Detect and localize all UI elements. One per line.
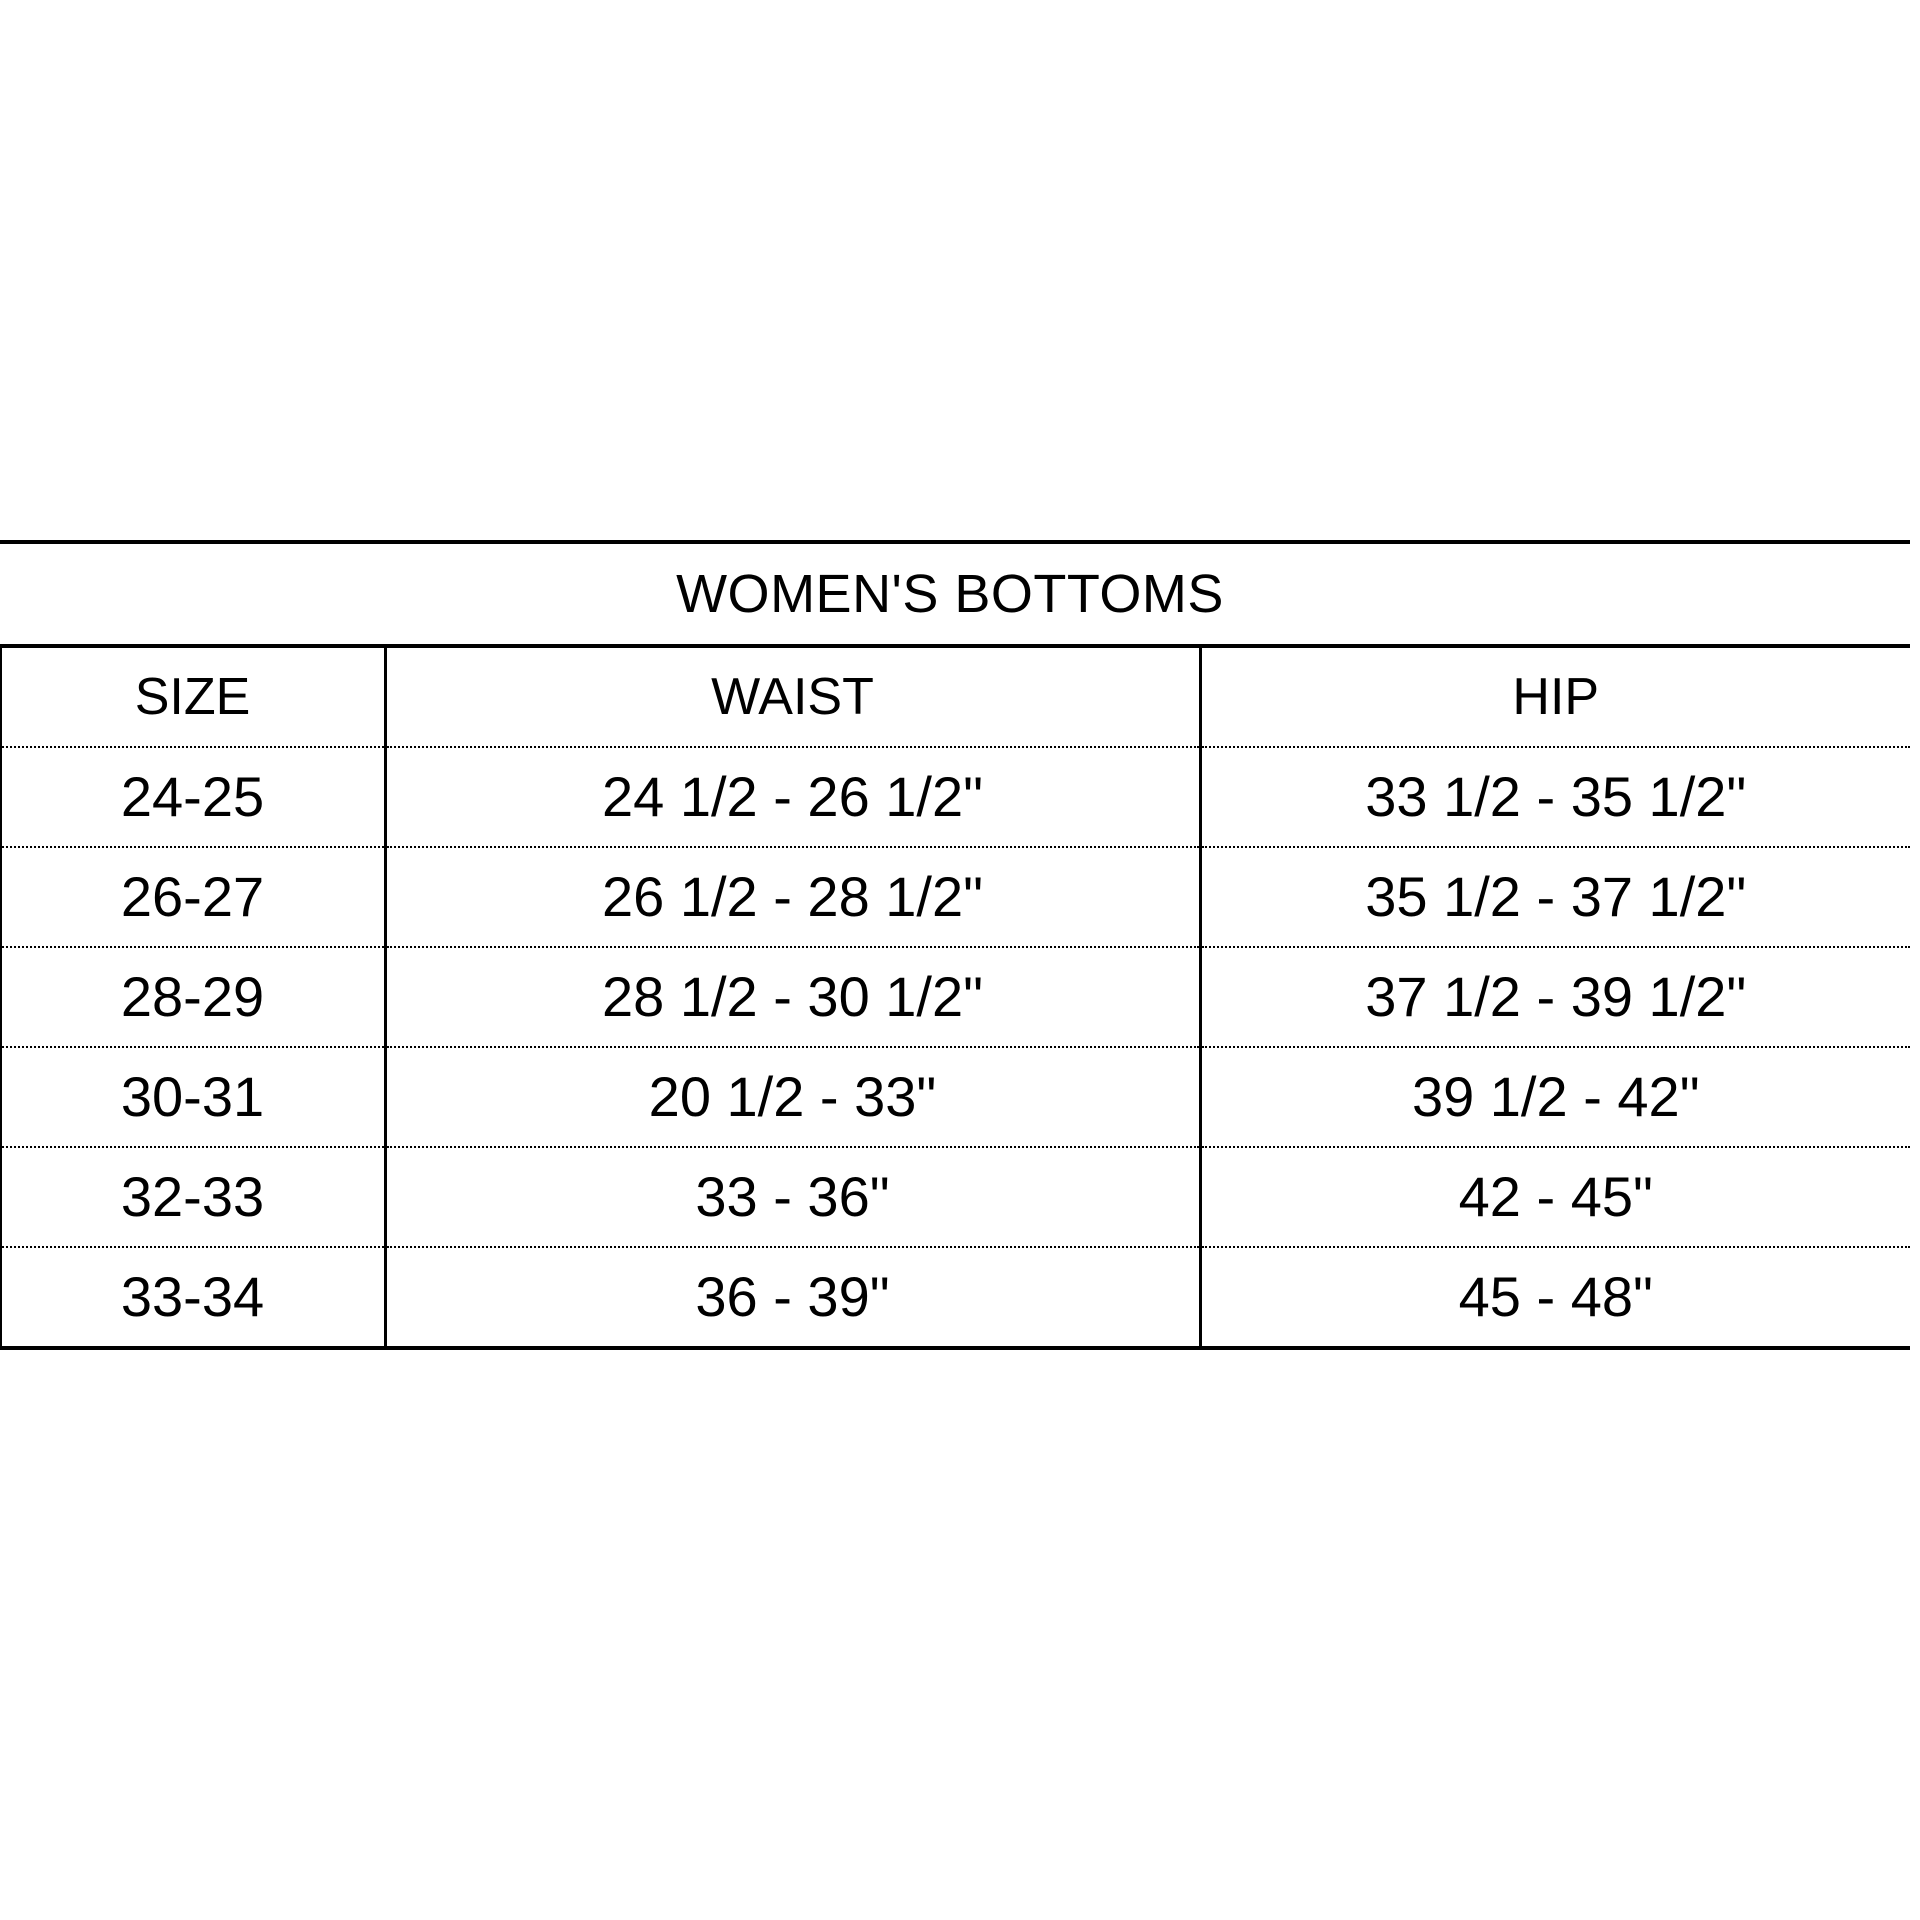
column-header-size-label: SIZE bbox=[134, 668, 251, 726]
cell-hip bbox=[1200, 1047, 1910, 1147]
cell-waist-value: 36 - 39" bbox=[695, 1265, 890, 1328]
cell-waist-value: 28 1/2 - 30 1/2" bbox=[601, 965, 984, 1028]
cell-hip-value: 33 1/2 - 35 1/2" bbox=[1365, 765, 1747, 828]
cell-waist bbox=[385, 1147, 1200, 1247]
cell-size bbox=[0, 947, 385, 1047]
cell-hip-value: 37 1/2 - 39 1/2" bbox=[1365, 965, 1747, 1028]
cell-hip-value: 42 - 45" bbox=[1458, 1165, 1653, 1228]
table-title-row bbox=[0, 542, 1910, 646]
cell-size bbox=[0, 1047, 385, 1147]
cell-size bbox=[0, 1147, 385, 1247]
cell-hip-value: 35 1/2 - 37 1/2" bbox=[1365, 865, 1747, 928]
chart-title: WOMEN'S BOTTOMS bbox=[0, 542, 1910, 646]
cell-size bbox=[0, 747, 385, 847]
column-header-waist-label: WAIST bbox=[711, 668, 874, 726]
table-header-row bbox=[0, 646, 1910, 747]
cell-hip-value: 39 1/2 - 42" bbox=[1411, 1065, 1700, 1128]
cell-waist bbox=[385, 847, 1200, 947]
table-row bbox=[0, 747, 1910, 847]
cell-hip bbox=[1200, 1247, 1910, 1348]
column-header-hip-label: HIP bbox=[1512, 668, 1600, 726]
cell-waist-value: 20 1/2 - 33" bbox=[648, 1065, 937, 1128]
cell-size bbox=[0, 1247, 385, 1348]
table-row bbox=[0, 1247, 1910, 1348]
cell-size-value: 26-27 bbox=[120, 865, 265, 928]
cell-size-value: 28-29 bbox=[120, 965, 265, 1028]
cell-size-value: 30-31 bbox=[120, 1065, 265, 1128]
cell-size-value: 33-34 bbox=[120, 1265, 265, 1328]
cell-hip bbox=[1200, 1147, 1910, 1247]
column-header-waist bbox=[385, 646, 1200, 747]
table-row bbox=[0, 1147, 1910, 1247]
cell-size-value: 24-25 bbox=[120, 765, 265, 828]
cell-waist-value: 33 - 36" bbox=[695, 1165, 890, 1228]
cell-hip bbox=[1200, 847, 1910, 947]
size-chart-sheet bbox=[0, 540, 1920, 1350]
cell-hip bbox=[1200, 747, 1910, 847]
table-row bbox=[0, 1047, 1910, 1147]
cell-size bbox=[0, 847, 385, 947]
column-header-hip bbox=[1200, 646, 1910, 747]
cell-size-value: 32-33 bbox=[120, 1165, 265, 1228]
cell-waist-value: 24 1/2 - 26 1/2" bbox=[601, 765, 984, 828]
column-header-size bbox=[0, 646, 385, 747]
size-chart-table bbox=[0, 540, 1910, 1350]
table-row bbox=[0, 947, 1910, 1047]
cell-waist bbox=[385, 747, 1200, 847]
cell-waist bbox=[385, 1047, 1200, 1147]
cell-waist bbox=[385, 1247, 1200, 1348]
cell-hip-value: 45 - 48" bbox=[1458, 1265, 1653, 1328]
cell-hip bbox=[1200, 947, 1910, 1047]
cell-waist-value: 26 1/2 - 28 1/2" bbox=[601, 865, 984, 928]
table-row bbox=[0, 847, 1910, 947]
cell-waist bbox=[385, 947, 1200, 1047]
